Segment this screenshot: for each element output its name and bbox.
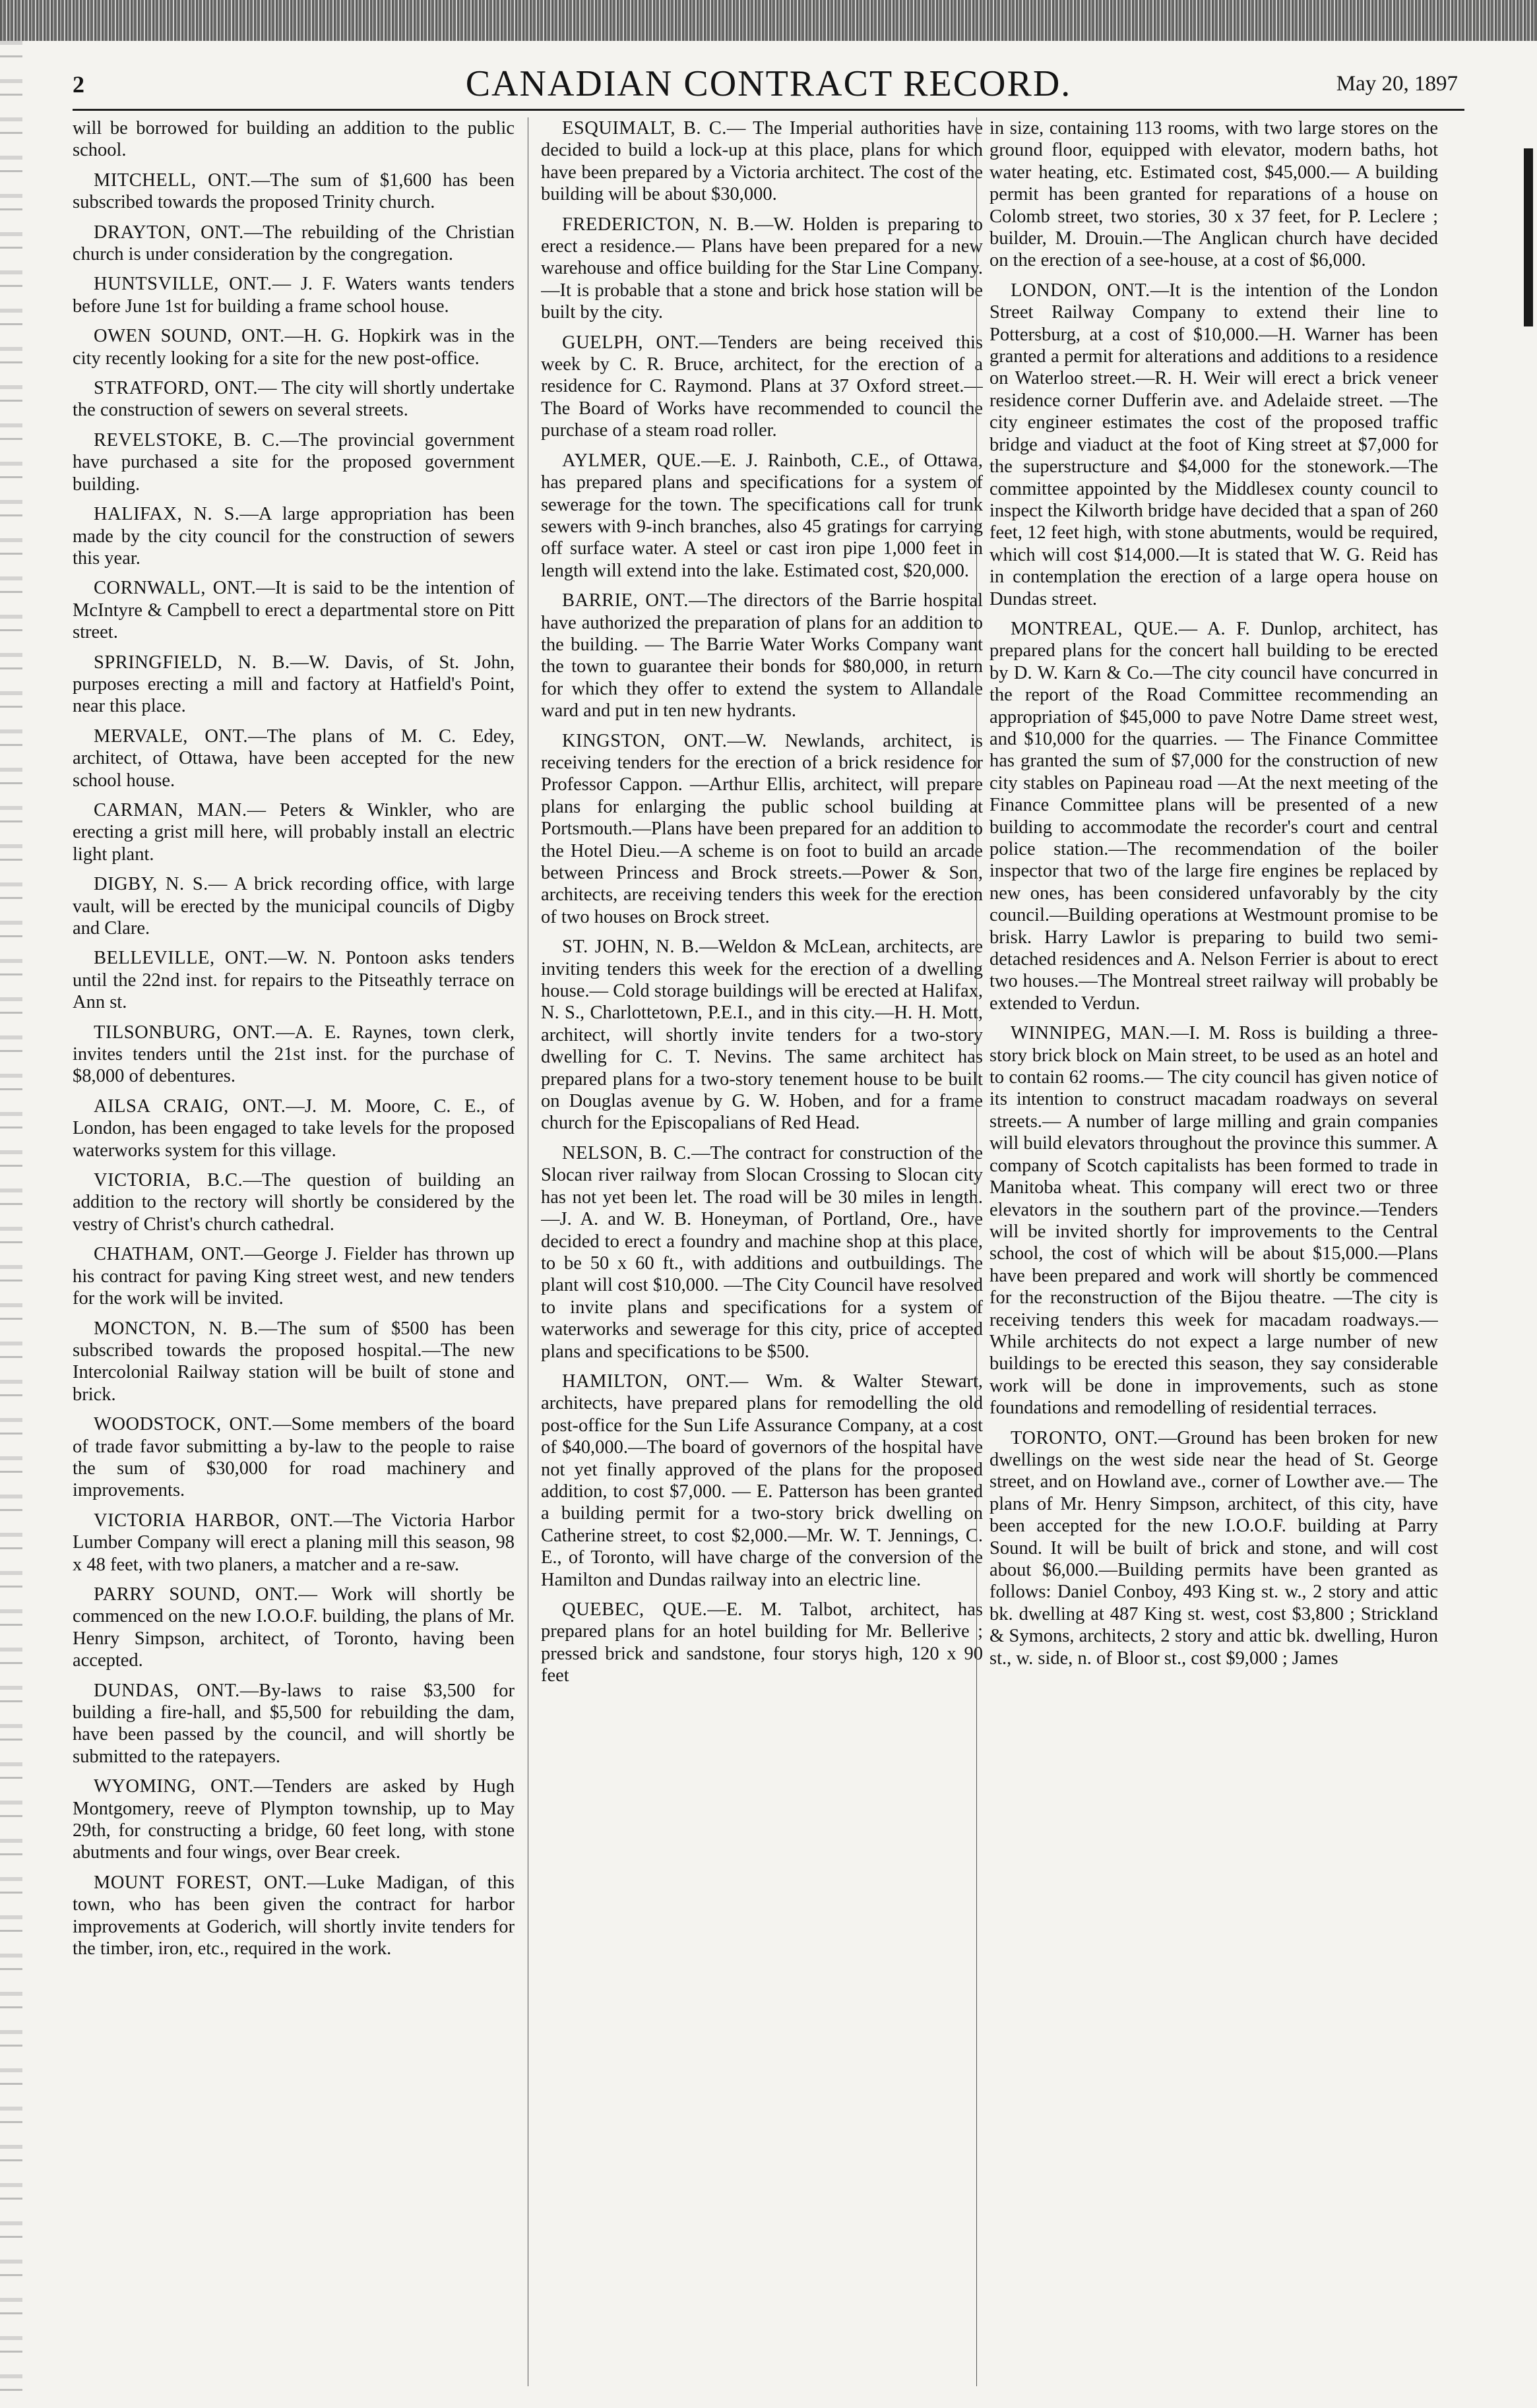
news-item	[73, 725, 515, 791]
dateline: MOUNT FOREST, ONT.	[94, 1872, 307, 1893]
dateline: QUEBEC, QUE.	[562, 1599, 708, 1620]
dateline: CHATHAM, ONT.	[94, 1244, 245, 1265]
news-item	[73, 325, 515, 369]
news-item	[541, 214, 983, 324]
news-item	[73, 1022, 515, 1088]
dateline: HUNTSVILLE, ONT.	[94, 274, 272, 295]
dateline: BARRIE, ONT.	[562, 590, 689, 611]
dateline: DIGBY, N. S.	[94, 874, 208, 895]
dateline: NELSON, B. C.	[562, 1142, 692, 1163]
news-item	[541, 450, 983, 582]
item-text: —The directors of the Barrie hospital have authorized the preparation of plans for an addition to the building. — The Barrie Water Works Company want the town to guarantee their bonds for $80,000, in return for which they offer to extend the system to Allandale ward and put in ten new hydrants.	[541, 590, 983, 722]
dateline: GUELPH, ONT.	[562, 332, 700, 353]
news-item	[541, 332, 983, 442]
news-item	[73, 577, 515, 643]
item-text: —I. M. Ross is building a three-story brick block on Main street, to be used as an hotel and to contain 62 rooms.— The city council has given notice of its intention to construct macadam roadways on several streets.— A number of large milling and grain companies will build elevators throughout the province this summer. A company of Scotch capitalists has been formed to trade in Manitoba wheat. This company will erect two or three elevators in the southern part of the province.—Tenders will be invited shortly for improvements to the Central school, the cost of which will be about $15,000.—Plans have been prepared and work will shortly be commenced for the reconstruction of the Bijou theatre. —The city is receiving tenders this week for macadam roadways.—While architects do not expect a large number of new buildings to be erected this season, they say considerable work will be done in improvements, such as stone foundations and remodelling of residential terraces.	[989, 1023, 1438, 1419]
news-item	[73, 117, 515, 162]
dateline: REVELSTOKE, B. C.	[94, 429, 280, 450]
dateline: ST. JOHN, N. B.	[562, 937, 700, 958]
item-text: —By-laws to raise $3,500 for building a fire-hall, and $5,500 for rebuilding the dam, have been passed by the council, and will shortly be submitted to the ratepayers.	[73, 1680, 515, 1767]
news-item	[541, 730, 983, 929]
item-text: — Work will shortly be commenced on the new I.O.O.F. building, the plans of Mr. Henry Simpson, architect, of Toronto, having been accepted.	[73, 1584, 515, 1671]
dateline: ESQUIMALT, B. C.	[562, 118, 727, 139]
scan-edge-top	[0, 0, 1537, 41]
item-text: —W. N. Pontoon asks tenders until the 22nd inst. for repairs to the Pitseathly terrace on Ann st.	[73, 948, 515, 1013]
column-2	[541, 117, 983, 2386]
dateline: WOODSTOCK, ONT.	[94, 1414, 273, 1435]
news-item	[73, 273, 515, 317]
dateline: OWEN SOUND, ONT.	[94, 326, 285, 347]
dateline: AILSA CRAIG, ONT.	[94, 1096, 286, 1117]
item-text: —E. J. Rainboth, C.E., of Ottawa, has prepared plans and specifications for a system of sewerage for the town. The specifications call for trunk sewers with 9-inch branches, also 45 gratings for carrying off surface water. A steel or cast iron pipe 1,000 feet in length will extend into the lake. Estimated cost, $20,000.	[541, 450, 983, 581]
item-text: —George J. Fielder has thrown up his contract for paving King street west, and new tenders for the work will be invited.	[73, 1244, 515, 1309]
item-text: —It is said to be the intention of McIntyre & Campbell to erect a departmental store on Pitt street.	[73, 578, 515, 643]
news-item	[989, 117, 1438, 272]
dateline: PARRY SOUND, ONT.	[94, 1584, 299, 1605]
item-text: —The question of building an addition to the rectory will shortly be considered by the vestry of Christ's church cathedral.	[73, 1170, 515, 1235]
dateline: MERVALE, ONT.	[94, 725, 248, 747]
issue-date: May 20, 1897	[1336, 72, 1458, 96]
item-text: —A large appropriation has been made by the city council for the construction of sewers this year.	[73, 504, 515, 569]
item-text: —W. Newlands, architect, is receiving tenders for the erection of a brick residence for Professor Cappon. —Arthur Ellis, architect, will prepare plans for enlarging the public school building at Portsmouth.—Plans have been prepared for an addition to the Hotel Dieu.—A scheme is on foot to build an arcade between Princess and Brock streets.—Power & Son, architects, are receiving tenders this week for the erection of two houses on Brock street.	[541, 730, 983, 927]
item-text: — A. F. Dunlop, architect, has prepared plans for the concert hall building to be erected by D. W. Karn & Co.—The city council have concurred in the report of the Road Committee recommending an appropriation of $45,000 to pave Notre Dame street west, and $10,000 for the quarries. — The Finance Committee has granted the sum of $7,000 for the construction of new city stables on Papineau road —At the next meeting of the Finance Committee plans will be presented of a new building to accommodate the recorder's court and central police station.—The recommendation of the boiler inspector that two of the large fire engines be replaced by new ones, has been considered unfavorably by the city council.—Building operations at Westmount promise to be brisk. Harry Lawlor is preparing to build two semi-detached residences and A. Nelson Ferrier is about to erect two houses.—The Montreal street railway will probably be extended to Verdun.	[989, 618, 1438, 1014]
column-1	[73, 117, 515, 2386]
news-item	[73, 1584, 515, 1672]
item-text: — A brick recording office, with large vault, will be erected by the municipal councils of Digby and Clare.	[73, 874, 515, 939]
item-text: — J. F. Waters wants tenders before June 1st for building a frame school house.	[73, 274, 515, 317]
item-text: —The plans of M. C. Edey, architect, of Ottawa, have been accepted for the new school house.	[73, 725, 515, 791]
dateline: HAMILTON, ONT.	[562, 1371, 730, 1392]
dateline: TORONTO, ONT.	[1011, 1427, 1158, 1448]
item-text: —Tenders are asked by Hugh Montgomery, reeve of Plympton township, up to May 29th, for constructing a bridge, 60 feet long, with stone abutments and four wings, over Bear creek.	[73, 1776, 515, 1863]
news-item	[73, 1872, 515, 1960]
dateline: CORNWALL, ONT.	[94, 578, 257, 599]
dateline: CARMAN, MAN.	[94, 799, 247, 820]
header-rule	[73, 109, 1464, 111]
news-item	[73, 1510, 515, 1576]
item-text: in size, containing 113 rooms, with two large stores on the ground floor, equipped with elevator, modern baths, hot water heating, etc. Estimated cost, $45,000.— A building permit has been granted for reparations of a house on Colomb street, two stories, 30 x 37 feet, for P. Leclere ; builder, M. Drouin.—The Anglican church have decided on the erection of a see-house, at a cost of $6,000.	[989, 118, 1438, 271]
item-text: —W. Davis, of St. John, purposes erecting a mill and factory at Hatfield's Point, near this place.	[73, 652, 515, 717]
item-text: — Wm. & Walter Stewart, architects, have prepared plans for remodelling the old post-office for the Sun Life Assurance Company, at a cost of $40,000.—The board of governors of the hospital have not yet finally approved of the plans for the proposed addition, to cost $7,000. — E. Patterson has been granted a building permit for a two-story brick dwelling on Catherine street, to cost $2,000.—Mr. W. T. Jennings, C. E., of Toronto, will have charge of the conversion of the Hamilton and Dundas railway into an electric line.	[541, 1371, 983, 1590]
page-number: 2	[73, 71, 84, 98]
news-item	[73, 1413, 515, 1502]
news-item	[989, 280, 1438, 610]
news-item	[989, 1427, 1438, 1669]
dateline: MITCHELL, ONT.	[94, 170, 251, 191]
item-text: —W. Holden is preparing to erect a residence.— Plans have been prepared for a new warehouse and office building for the Star Line Company.—It is probable that a stone and brick hose station will be built by the city.	[541, 214, 983, 323]
binding-mark	[1524, 148, 1533, 326]
news-item	[541, 936, 983, 1134]
dateline: SPRINGFIELD, N. B.	[94, 652, 290, 673]
item-text: —Ground has been broken for new dwellings on the west side near the head of St. George street, and on Howland ave., corner of Lowther ave.— The plans of Mr. Henry Simpson, architect, of this city, have been accepted for the new I.O.O.F. building at Parry Sound. It will be built of brick and stone, and will cost about $6,000.—Building permits have been granted as follows: Daniel Conboy, 493 King st. w., 2 story and attic bk. dwelling at 487 King st. west, cost $3,800 ; Strickland & Symons, architects, 2 story and attic bk. dwelling, Huron st., w. side, n. of Bloor st., cost $9,000 ; James	[989, 1427, 1438, 1669]
column-3	[989, 117, 1438, 2386]
item-text: —The contract for construction of the Slocan river railway from Slocan Crossing to Slocan city has not yet been let. The road will be 30 miles in length. —J. A. and W. B. Honeyman, of Portland, Ore., have decided to erect a foundry and machine shop at this place, to be 50 x 60 ft., with additions and outbuildings. The plant will cost $10,000. —The City Council have resolved to invite plans and specifications for a system of waterworks and sewerage for this city, price of accepted plans and specifications to be $500.	[541, 1142, 983, 1362]
news-item	[989, 618, 1438, 1014]
item-text: — Peters & Winkler, who are erecting a grist mill here, will probably install an electric light plant.	[73, 799, 515, 865]
item-text: —The rebuilding of the Christian church is under consideration by the congregation.	[73, 222, 515, 265]
news-item	[73, 1318, 515, 1406]
dateline: DRAYTON, ONT.	[94, 222, 244, 243]
dateline: AYLMER, QUE.	[562, 450, 702, 471]
news-item	[73, 170, 515, 214]
column-divider	[976, 117, 977, 2386]
news-item	[541, 1371, 983, 1591]
item-text: —The Victoria Harbor Lumber Company will erect a planing mill this season, 98 x 48 feet, with two planers, a matcher and a re-saw.	[73, 1510, 515, 1575]
news-item	[73, 1243, 515, 1309]
news-item	[73, 652, 515, 718]
item-text: —J. M. Moore, C. E., of London, has been engaged to take levels for the proposed waterworks system for this village.	[73, 1096, 515, 1161]
dateline: VICTORIA HARBOR, ONT.	[94, 1510, 334, 1531]
dateline: BELLEVILLE, ONT.	[94, 948, 268, 969]
news-item	[73, 799, 515, 865]
news-item	[73, 873, 515, 939]
dateline: MONTREAL, QUE.	[1011, 618, 1179, 639]
news-item	[73, 1169, 515, 1235]
item-text: —Weldon & McLean, architects, are inviting tenders this week for the erection of a dwelling house.— Cold storage buildings will be erected at Halifax, N. S., Charlottetown, P.E.I., and in this city.—H. H. Mott, architect, will shortly invite tenders for a two-story dwelling for C. T. Nevins. The same architect has prepared plans for a two-story tenement house to be built on Douglas avenue by G. W. Hoben, and for a frame church for the Episcopalians of Red Head.	[541, 937, 983, 1134]
news-item	[541, 117, 983, 206]
item-text: — The city will shortly undertake the construction of sewers on several streets.	[73, 378, 515, 421]
dateline: WINNIPEG, MAN.	[1011, 1023, 1170, 1044]
dateline: MONCTON, N. B.	[94, 1318, 259, 1339]
news-item	[989, 1022, 1438, 1419]
news-item	[73, 947, 515, 1013]
dateline: DUNDAS, ONT.	[94, 1680, 240, 1701]
news-item	[73, 1680, 515, 1768]
dateline: FREDERICTON, N. B.	[562, 214, 755, 235]
dateline: VICTORIA, B.C.	[94, 1170, 243, 1191]
item-text: —E. M. Talbot, architect, has prepared plans for an hotel building for Mr. Bellerive ; pressed brick and sandstone, four storys high, 120 x 90 feet	[541, 1599, 983, 1686]
news-item	[541, 1142, 983, 1363]
item-text: —Luke Madigan, of this town, who has been given the contract for harbor improvements at Goderich, will shortly invite tenders for the timber, iron, etc., required in the work.	[73, 1872, 515, 1960]
dateline: KINGSTON, ONT.	[562, 730, 728, 751]
dateline: HALIFAX, N. S.	[94, 504, 240, 525]
scan-edge-left	[0, 41, 22, 2408]
news-item	[541, 590, 983, 722]
item-text: —It is the intention of the London Street Railway Company to extend their line to Pottersburg, at a cost of $10,000.—H. Warner has been granted a permit for alterations and additions to a residence on Waterloo street.—R. H. Weir will erect a brick veneer residence corner Dufferin ave. and Adelaide street. —The city engineer estimates the cost of the proposed traffic bridge and viaduct at the foot of King street at $7,000 for the superstructure and $4,000 for the stonework.—The committee appointed by the Middlesex county council to inspect the Kilworth bridge have decided that a span of 260 feet, 12 feet high, with stone abutments, would be required, which will cost $14,000.—It is stated that W. G. Reid has in contemplation the erection of a large opera house on Dundas street.	[989, 280, 1438, 609]
dateline: STRATFORD, ONT.	[94, 378, 258, 399]
item-text: —The sum of $500 has been subscribed towards the proposed hospital.—The new Intercolonial Railway station will be built of stone and brick.	[73, 1318, 515, 1405]
page-header	[73, 63, 1464, 102]
item-text: —Tenders are being received this week by C. R. Bruce, architect, for the erection of a residence for C. Raymond. Plans at 37 Oxford street.— The Board of Works have recommended to council the purchase of a steam road roller.	[541, 332, 983, 441]
news-item	[73, 1775, 515, 1864]
item-text: will be borrowed for building an addition to the public school.	[73, 118, 515, 161]
dateline: LONDON, ONT.	[1011, 280, 1150, 301]
news-item	[73, 222, 515, 266]
item-text: —Some members of the board of trade favor submitting a by-law to the people to raise the sum of $30,000 for road machinery and improvements.	[73, 1414, 515, 1501]
dateline: WYOMING, ONT.	[94, 1776, 254, 1797]
item-text: —The provincial government have purchased a site for the proposed government building.	[73, 429, 515, 495]
news-item	[73, 429, 515, 495]
news-item	[73, 377, 515, 421]
item-text: — The Imperial authorities have decided to build a lock-up at this place, plans for which have been prepared by a Victoria architect. The cost of the building will be about $30,000.	[541, 118, 983, 205]
news-item	[73, 1096, 515, 1161]
item-text: —A. E. Raynes, town clerk, invites tenders until the 21st inst. for the purchase of $8,000 of debentures.	[73, 1022, 515, 1087]
dateline: TILSONBURG, ONT.	[94, 1022, 276, 1043]
item-text: —H. G. Hopkirk was in the city recently looking for a site for the new post-office.	[73, 326, 515, 369]
masthead-title: CANADIAN CONTRACT RECORD.	[465, 63, 1072, 104]
news-item	[541, 1599, 983, 1687]
item-text: —The sum of $1,600 has been subscribed towards the proposed Trinity church.	[73, 170, 515, 213]
news-item	[73, 503, 515, 569]
